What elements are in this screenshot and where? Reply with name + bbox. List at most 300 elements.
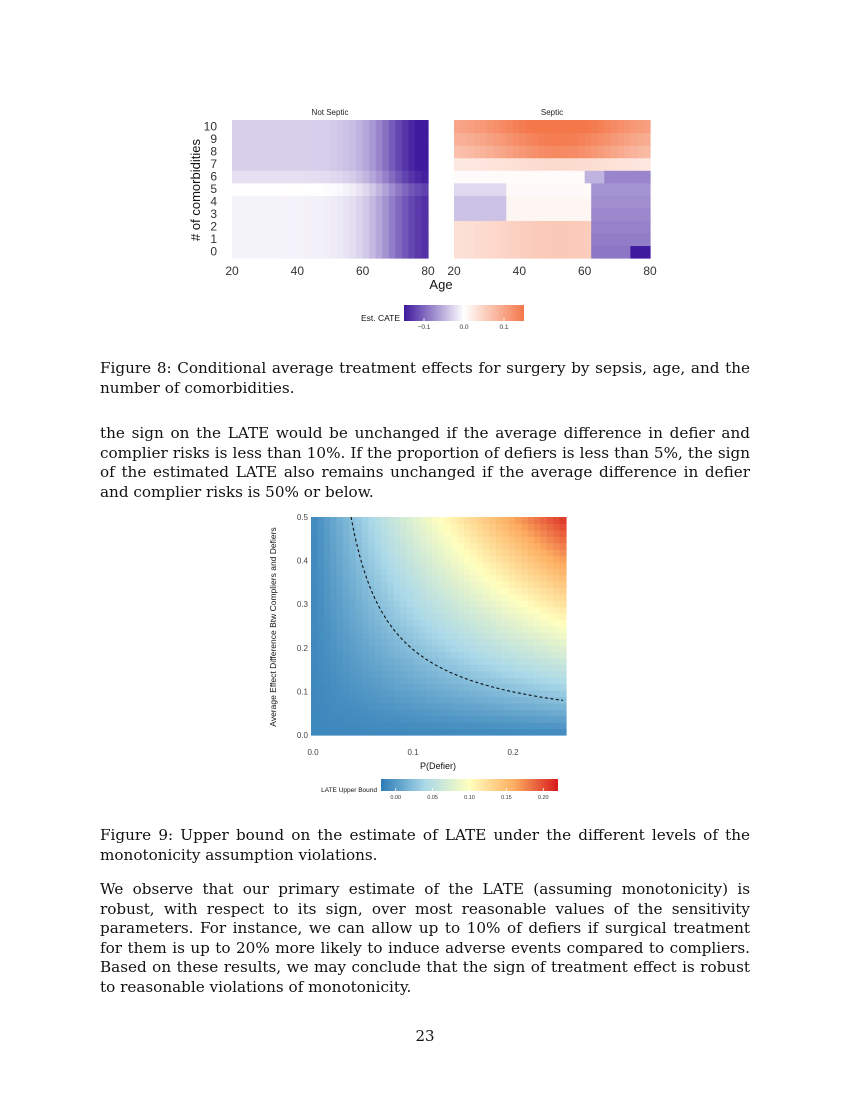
f9-cell xyxy=(439,588,446,595)
f9-cell xyxy=(337,645,344,652)
f9-cell xyxy=(534,709,541,716)
f9-cell xyxy=(528,690,535,697)
f8-cell xyxy=(461,120,468,133)
f8-cell xyxy=(617,183,624,196)
f9-cell xyxy=(407,620,414,627)
f9-cell xyxy=(515,600,522,607)
f8-cell xyxy=(278,195,285,208)
f9-cell xyxy=(502,568,509,575)
f8-cell xyxy=(252,195,259,208)
f9-cell xyxy=(356,626,363,633)
f9-cell xyxy=(311,588,318,595)
f8-cell xyxy=(265,170,272,183)
f9-cell xyxy=(407,697,414,704)
f9-cell xyxy=(439,697,446,704)
f9-cell xyxy=(356,543,363,550)
f9-cell xyxy=(541,568,548,575)
f9-cell xyxy=(356,729,363,736)
f9-cell xyxy=(426,645,433,652)
f8-cell xyxy=(284,120,291,133)
f8-cell xyxy=(519,233,526,246)
f9-cell xyxy=(394,645,401,652)
f9-cell xyxy=(547,562,554,569)
f9-cell xyxy=(458,620,465,627)
f9-cell xyxy=(483,523,490,530)
f8-cell xyxy=(624,233,631,246)
f9-cell xyxy=(521,613,528,620)
f9-cell xyxy=(470,697,477,704)
f8-cell xyxy=(310,158,317,171)
f9-cell xyxy=(470,632,477,639)
f8-cell xyxy=(637,183,644,196)
f9-cell xyxy=(470,600,477,607)
f9-cell xyxy=(439,523,446,530)
f9-cell xyxy=(521,690,528,697)
f9-cell xyxy=(413,588,420,595)
f8-cell xyxy=(526,170,533,183)
f8-cell xyxy=(415,183,422,196)
f9-cell xyxy=(317,613,324,620)
f9-cell xyxy=(394,536,401,543)
f9-cell xyxy=(330,652,337,659)
f9-cell xyxy=(483,632,490,639)
f9-cell xyxy=(343,600,350,607)
f8-cell xyxy=(245,120,252,133)
f9-cell xyxy=(541,613,548,620)
f9-cell xyxy=(432,613,439,620)
f8-cell xyxy=(408,195,415,208)
f9-cell xyxy=(490,588,497,595)
f9-cell xyxy=(381,690,388,697)
f9-cell xyxy=(375,716,382,723)
f9-cell xyxy=(483,645,490,652)
f9-cell xyxy=(470,536,477,543)
f8-cell xyxy=(421,183,428,196)
f8-cell xyxy=(578,183,585,196)
f8-cell xyxy=(258,220,265,233)
f9-cell xyxy=(502,562,509,569)
f8-cell xyxy=(532,245,539,258)
f9-cell xyxy=(553,607,560,614)
f9-cell xyxy=(560,690,567,697)
f9-cell xyxy=(337,620,344,627)
f9-legend-tick-label: 0.05 xyxy=(427,795,438,801)
f9-cell xyxy=(419,626,426,633)
f8-cell xyxy=(343,220,350,233)
f8-cell xyxy=(271,120,278,133)
f9-cell xyxy=(407,517,414,524)
f9-cell xyxy=(521,709,528,716)
f9-cell xyxy=(426,626,433,633)
f9-cell xyxy=(349,709,356,716)
f9-cell xyxy=(368,568,375,575)
f8-cell xyxy=(630,208,637,221)
f9-cell xyxy=(553,690,560,697)
f8-cell xyxy=(474,133,481,146)
f9-cell xyxy=(534,530,541,537)
f9-cell xyxy=(413,632,420,639)
f9-cell xyxy=(388,703,395,710)
f8-cell xyxy=(421,233,428,246)
f9-cell xyxy=(381,536,388,543)
f9-cell xyxy=(311,613,318,620)
f9-cell xyxy=(388,729,395,736)
f8-cell xyxy=(585,133,592,146)
f9-cell xyxy=(490,703,497,710)
f9-cell xyxy=(356,588,363,595)
f8-cell xyxy=(343,133,350,146)
f9-cell xyxy=(483,607,490,614)
f9-cell xyxy=(324,600,331,607)
f9-cell xyxy=(458,703,465,710)
f9-cell xyxy=(381,530,388,537)
f8-cell xyxy=(474,245,481,258)
f8-cell xyxy=(363,133,370,146)
f8-cell xyxy=(493,245,500,258)
f9-cell xyxy=(317,677,324,684)
f9-cell xyxy=(330,530,337,537)
f8-cell xyxy=(552,233,559,246)
f8-cell xyxy=(539,245,546,258)
f9-cell xyxy=(343,626,350,633)
f9-cell xyxy=(470,568,477,575)
f9-cell xyxy=(413,523,420,530)
f9-cell xyxy=(368,543,375,550)
f8-cell xyxy=(474,145,481,158)
f9-cell xyxy=(490,632,497,639)
f9-cell xyxy=(470,543,477,550)
f9-cell xyxy=(451,549,458,556)
f9-cell xyxy=(470,517,477,524)
f9-cell xyxy=(515,709,522,716)
f9-cell xyxy=(311,620,318,627)
f8-cell xyxy=(487,170,494,183)
f9-cell xyxy=(502,645,509,652)
f8-cell xyxy=(323,170,330,183)
f9-cell xyxy=(337,697,344,704)
f9-cell xyxy=(541,703,548,710)
f8-cell xyxy=(480,158,487,171)
f9-cell xyxy=(502,594,509,601)
f8-cell xyxy=(382,233,389,246)
f9-cell xyxy=(311,562,318,569)
f9-cell xyxy=(490,697,497,704)
f8-cell xyxy=(493,208,500,221)
f8-cell xyxy=(382,145,389,158)
f9-cell xyxy=(381,645,388,652)
f9-cell xyxy=(560,658,567,665)
f8-cell xyxy=(467,245,474,258)
f8-cell xyxy=(245,158,252,171)
f9-cell xyxy=(356,523,363,530)
f9-cell xyxy=(324,677,331,684)
f9-cell xyxy=(496,523,503,530)
f8-cell xyxy=(350,120,357,133)
f9-cell xyxy=(388,523,395,530)
f9-cell xyxy=(458,530,465,537)
f9-cell xyxy=(534,588,541,595)
f8-cell xyxy=(572,245,579,258)
f9-cell xyxy=(470,575,477,582)
f9-cell xyxy=(515,549,522,556)
f8-cell xyxy=(493,233,500,246)
f9-cell xyxy=(407,530,414,537)
f9-cell xyxy=(445,581,452,588)
f9-cell xyxy=(547,703,554,710)
f9-cell xyxy=(388,555,395,562)
f9-cell xyxy=(330,581,337,588)
f9-cell xyxy=(483,562,490,569)
f8-cell xyxy=(239,208,246,221)
f9-cell xyxy=(496,658,503,665)
f8-cell xyxy=(598,220,605,233)
f9-cell xyxy=(451,709,458,716)
f8-cell xyxy=(591,133,598,146)
f9-cell xyxy=(470,729,477,736)
f9-cell xyxy=(426,581,433,588)
f8-cell xyxy=(611,245,618,258)
f8-cell xyxy=(559,183,566,196)
f9-cell xyxy=(375,639,382,646)
f8-cell xyxy=(258,133,265,146)
f9-cell xyxy=(483,664,490,671)
f9-cell xyxy=(515,639,522,646)
f9-cell xyxy=(362,530,369,537)
f8-cell xyxy=(545,183,552,196)
f8-cell xyxy=(559,170,566,183)
f9-cell xyxy=(445,536,452,543)
f9-cell xyxy=(362,600,369,607)
f9-cell xyxy=(496,632,503,639)
f8-cell xyxy=(356,245,363,258)
f9-cell xyxy=(477,588,484,595)
f8-cell xyxy=(467,145,474,158)
f9-cell xyxy=(368,549,375,556)
f8-cell xyxy=(252,245,259,258)
f9-cell xyxy=(515,652,522,659)
f9-cell xyxy=(553,562,560,569)
f8-cell xyxy=(513,170,520,183)
f9-cell xyxy=(458,549,465,556)
f9-cell xyxy=(375,613,382,620)
f8-cell xyxy=(317,145,324,158)
f8-cell xyxy=(630,245,637,258)
f9-cell xyxy=(400,690,407,697)
f8-cell xyxy=(500,170,507,183)
f9-cell xyxy=(337,677,344,684)
f9-cell xyxy=(458,729,465,736)
f9-cell xyxy=(521,703,528,710)
f9-cell xyxy=(368,639,375,646)
f8-cell xyxy=(617,220,624,233)
f8-cell xyxy=(278,245,285,258)
f8-cell xyxy=(297,120,304,133)
f9-cell xyxy=(502,549,509,556)
f9-cell xyxy=(464,729,471,736)
f9-cell xyxy=(445,697,452,704)
f8-cell xyxy=(604,245,611,258)
f9-cell xyxy=(381,543,388,550)
f9-cell xyxy=(349,690,356,697)
f9-cell xyxy=(426,530,433,537)
f9-cell xyxy=(337,555,344,562)
f9-cell xyxy=(324,517,331,524)
f9-cell xyxy=(464,632,471,639)
f9-cell xyxy=(490,729,497,736)
f8-cell xyxy=(239,120,246,133)
f8-cell xyxy=(545,120,552,133)
f9-cell xyxy=(521,639,528,646)
f8-cell xyxy=(585,145,592,158)
f9-cell xyxy=(368,690,375,697)
f9-cell xyxy=(470,690,477,697)
f9-cell xyxy=(509,658,516,665)
f9-cell xyxy=(368,562,375,569)
f8-cell xyxy=(356,170,363,183)
f9-cell xyxy=(426,594,433,601)
f9-cell xyxy=(343,549,350,556)
f9-cell xyxy=(464,530,471,537)
f9-cell xyxy=(483,671,490,678)
f9-cell xyxy=(528,588,535,595)
f8-cell xyxy=(598,170,605,183)
f9-cell xyxy=(413,536,420,543)
f9-cell xyxy=(490,709,497,716)
f8-cell xyxy=(532,120,539,133)
f8-cell xyxy=(310,195,317,208)
f9-cell xyxy=(521,620,528,627)
f9-cell xyxy=(515,664,522,671)
f9-cell xyxy=(330,632,337,639)
f9-cell xyxy=(330,645,337,652)
f8-cell xyxy=(591,195,598,208)
f9-cell xyxy=(451,530,458,537)
f9-cell xyxy=(547,632,554,639)
f9-cell xyxy=(483,555,490,562)
f9-cell xyxy=(311,639,318,646)
body-paragraph-1: the sign on the LATE would be unchanged if the average difference in defier and complier risks is less than 10%. If the proportion of defiers is less than 5%, the sign of the estimated LATE also remains unchanged if the average difference in defier and complier risks is 50% or below. xyxy=(100,424,750,501)
f9-cell xyxy=(407,581,414,588)
f9-cell xyxy=(553,575,560,582)
f9-cell xyxy=(388,632,395,639)
f9-cell xyxy=(381,716,388,723)
f9-cell xyxy=(490,652,497,659)
f9-cell xyxy=(419,716,426,723)
f9-cell xyxy=(349,594,356,601)
f9-cell xyxy=(464,543,471,550)
f9-cell xyxy=(368,523,375,530)
f8-cell xyxy=(291,133,298,146)
f8-cell xyxy=(461,183,468,196)
f9-cell xyxy=(451,639,458,646)
f9-cell xyxy=(343,652,350,659)
f9-cell xyxy=(388,709,395,716)
f9-cell xyxy=(490,600,497,607)
f9-x-tick-label: 0.0 xyxy=(307,748,319,757)
f8-cell xyxy=(291,220,298,233)
f8-cell xyxy=(297,183,304,196)
f9-cell xyxy=(509,536,516,543)
f9-cell xyxy=(324,562,331,569)
f8-cell xyxy=(630,158,637,171)
f8-cell xyxy=(232,195,239,208)
f8-cell xyxy=(239,245,246,258)
f9-cell xyxy=(458,600,465,607)
f8-cell xyxy=(369,158,376,171)
f8-cell xyxy=(421,220,428,233)
f8-cell xyxy=(532,208,539,221)
f9-cell xyxy=(324,594,331,601)
f9-cell xyxy=(553,588,560,595)
f8-cell xyxy=(265,120,272,133)
f9-cell xyxy=(388,677,395,684)
f9-cell xyxy=(528,658,535,665)
f9-cell xyxy=(439,677,446,684)
f9-cell xyxy=(458,581,465,588)
f9-cell xyxy=(496,626,503,633)
f8-cell xyxy=(480,133,487,146)
f9-cell xyxy=(560,671,567,678)
f8-legend-tick-label: 0.1 xyxy=(499,324,509,331)
f9-cell xyxy=(477,652,484,659)
f9-cell xyxy=(496,607,503,614)
f9-cell xyxy=(311,543,318,550)
f9-cell xyxy=(541,639,548,646)
f9-cell xyxy=(368,632,375,639)
f9-cell xyxy=(451,607,458,614)
f8-cell xyxy=(500,208,507,221)
f8-cell xyxy=(265,233,272,246)
f9-cell xyxy=(324,523,331,530)
f9-cell xyxy=(458,594,465,601)
f9-cell xyxy=(534,716,541,723)
f8-y-tick-label: 0 xyxy=(210,244,217,259)
f8-cell xyxy=(637,233,644,246)
f9-cell xyxy=(458,645,465,652)
f8-cell xyxy=(624,220,631,233)
f9-cell xyxy=(349,722,356,729)
f9-cell xyxy=(553,664,560,671)
f9-cell xyxy=(553,549,560,556)
f9-cell xyxy=(311,729,318,736)
f8-cell xyxy=(408,158,415,171)
f9-cell xyxy=(509,594,516,601)
f9-cell xyxy=(388,664,395,671)
f8-cell xyxy=(624,133,631,146)
f9-cell xyxy=(445,716,452,723)
f8-cell xyxy=(284,245,291,258)
f8-cell xyxy=(395,145,402,158)
f9-cell xyxy=(470,639,477,646)
f8-cell xyxy=(356,158,363,171)
f9-cell xyxy=(381,568,388,575)
f8-cell xyxy=(232,170,239,183)
f9-cell xyxy=(426,690,433,697)
f8-cell xyxy=(356,195,363,208)
f9-cell xyxy=(432,626,439,633)
f9-cell xyxy=(509,562,516,569)
f9-cell xyxy=(528,517,535,524)
f8-cell xyxy=(559,145,566,158)
f9-cell xyxy=(496,549,503,556)
f9-cell xyxy=(541,729,548,736)
f8-cell xyxy=(278,170,285,183)
f9-cell xyxy=(337,613,344,620)
f9-cell xyxy=(470,671,477,678)
f8-cell xyxy=(271,195,278,208)
f9-cell xyxy=(324,568,331,575)
f9-cell xyxy=(330,690,337,697)
